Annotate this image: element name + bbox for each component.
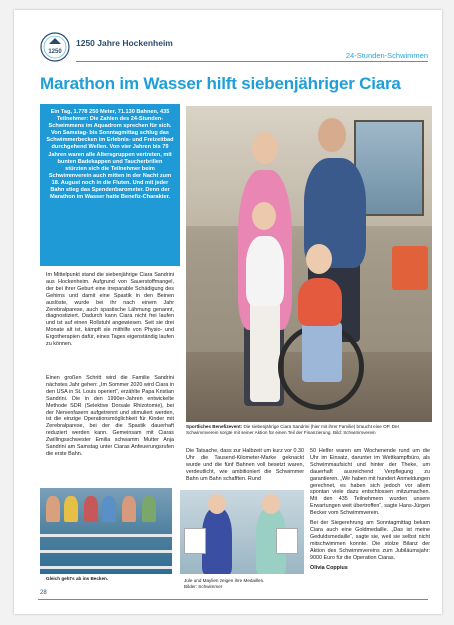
body-column-right <box>310 448 430 574</box>
caption-text: Jule und Maylien zeigen ihre Medaillen. <box>184 578 265 583</box>
anniversary-logo <box>40 32 70 62</box>
family-photo <box>186 106 432 422</box>
paragraph: Die Tatsache, dass zur Halbzeit um kurz vor 0.30 Uhr die Tausend-Kilometer-Marke geknackt wurde und die fünf Bahnen voll besetzt waren, verdeutlicht, wie ambitioniert die Schwimmer Bahn um Bahn schafften. Rund <box>186 448 304 482</box>
caption-lead: Sportliches Benefizevent: <box>186 424 243 429</box>
header-title: 1250 Jahre Hockenheim <box>76 38 173 48</box>
body-column-left <box>46 272 174 351</box>
logo-year: 1250 <box>48 49 62 55</box>
intro-box: Ein Tag, 1.778 250 Meter, 71.130 Bahnen, 435 Teilnehmer: Die Zahlen des 24-Stunden-Schwimmens im Aquadrom sprechen für sich. Von Samstag- bis Sonntagmittag schlug das Schwimmerbecken im Erlebnis- und Freizeitbad durchgehend Wellen. Von vier Jahren bis 79 Jahren waren alle Altersgruppen vertreten, mit bunten Badekappen und Taucherbrillen stürzten sich die Teilnehmer beim Schwimmverein auch mitten in der Nacht zum 18. August noch in die Fluten. Und mit jeder Bahn stieg das Spendenbarometer. Denn der Marathon im Wasser hatte Benefiz-Charakter. <box>40 104 180 266</box>
paragraph: 50 Helfer waren am Wochenende rund um die Uhr im Einsatz, darunter im Wettkampfbüro, als Schwimmaufsicht und hinter der Theke, um dauerhaft ausreichend Verpflegung zu garantieren. „Wir haben mit hundert Anmeldungen gerechnet, es haben sich jedoch vor allem spontan viele dazu entschlossen mitzumachen. Mit den 435 Teilnehmern wurden unsere Erwartungen weit übertroffen“, sagte Hans-Jürgen Becker vom Schwimmverein. <box>310 448 430 517</box>
medal-caption <box>184 578 304 590</box>
header-divider <box>76 61 428 62</box>
caption-text: Die siebenjährige Ciara Sandrini (hier mit ihrer Familie) braucht eine OP. Der Schwimmverein sorgte mit seiner Aktion für einen Teil der Finanzierung. Bild: Schwimmverein <box>186 424 400 435</box>
body-column-middle <box>186 448 304 486</box>
pool-caption: Gleich geht's ab ins Becken. <box>46 576 109 581</box>
paragraph: Im Mittelpunkt stand die siebenjährige Ciara Sandrini aus Hockenheim. Aufgrund von Sauerstoffmangel, der bei ihrer Geburt eine irreparable Schädigung des Gehirns und damit eine Spastik in den Beinen auslöste, wurde bei ihr nach einem Jahr Zerebralparese, auch spastische Lähmung genannt, diagnostiziert. Dadurch kann Ciara nicht frei laufen und ist auf einen Rollstuhl angewiesen. Seit sie drei Monate alt ist, kämpft sie mithilfe von Physio- und Ergotherapien dafür, eines Tages eigenständig laufen zu können. <box>46 272 174 348</box>
pool-photo <box>40 488 172 574</box>
paragraph: Einen großen Schritt wird die Familie Sandrini nächstes Jahr gehen: „Im Sommer 2020 wird Ciara in den USA in St. Louis operiert“, erzählte Papa Kristian Sandrini. Die in den 1990er-Jahren entwickelte Methode SDR (Selektive Dorsale Rhizotomie), bei der Nervenfasern aufgetrennt und stimuliert werden, ist die einzige Operationsmöglichkeit für Kinder mit Zerebralparese, bei der die Spastik dauerhaft reduziert werden kann. Gemeinsam mit Ciaras Zwillingsschwester Emilia schwamm Mutter Anja Sandrini am Samstag unter Ciaras Anfeuerungsrufen die erste Bahn. <box>46 375 174 457</box>
footer-divider <box>38 599 428 600</box>
author: Olivia Coppius <box>310 564 348 571</box>
section-label: 24-Stunden-Schwimmen <box>345 51 428 60</box>
caption-credit: Bilder: Schwimmer <box>184 583 223 589</box>
body-column-left-lower <box>46 375 174 461</box>
page-number: 28 <box>40 590 47 596</box>
photo-caption <box>186 424 432 435</box>
medal-photo <box>180 490 304 574</box>
article-headline: Marathon im Wasser hilft siebenjähriger Ciara <box>40 74 401 93</box>
magazine-page <box>14 10 442 614</box>
paragraph: Bei der Siegerehrung am Sonntagmittag bekam Ciara auch eine Goldmedaille. „Das ist meine Geduldsmedaille“, sagte sie, weil sie selbst nicht mitschwimmen konnte. Die stolze Bilanz der Aktion des Schwimmvereins zum Jubiläumsjahr: 9000 Euro für die Operation Ciaras. <box>310 520 430 561</box>
